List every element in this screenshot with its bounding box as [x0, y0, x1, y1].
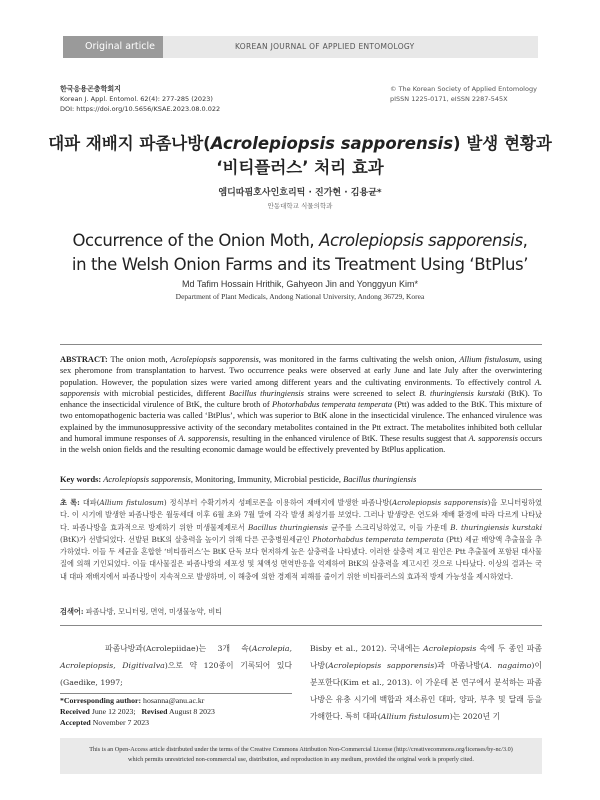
license-line-2: which permits unrestricted non-commercial use, distribution, and reproduction in any medium, provided the original work is properly cited.: [128, 756, 474, 763]
body-divider: [60, 625, 542, 626]
copyright-block: [390, 84, 540, 104]
body-column-right: Bisby et al., 2012). 국내에는 Acrolepiopsis 속에 두 종인 파좀나방(Acrolepiopsis sapporensis)과 마좀나방(A. nagaimo)이 분포한다(Kim et al., 2013). 이 가운데 본 연구에서 분석하는 파좀나방은 유충 시기에 백합과 채소류인 대파, 양파, 부추 및 달래 등을 가해한다. 특히 대파(Allium fistulosum)는 2020년 기: [310, 644, 542, 721]
affiliation-korean: 안동대학교 식물의학과: [267, 202, 333, 210]
volume-line: Korean J. Appl. Entomol. 62(4): 277-285 (2023): [60, 95, 213, 103]
corresponding-email[interactable]: hosanna@anu.ac.kr: [141, 696, 205, 705]
header-bar: [0, 36, 600, 58]
correspondence-divider: [60, 693, 292, 694]
abstract-korean: 초 록: 대파(Allium fistulosum) 정식부터 수확기까지 성페로몬을 이용하여 재배지에 발생한 파좀나방(Acrolepiopsis sapporensis)을 모니터링하였다. 이 시기에 발생한 파좀나방은 월동세대 이후 6월 초와 7월 말에 각각 발생 최성기를 보였다. 그러나 발생량은 연도와 재배 환경에 따라 다르게 나타났다. 파좀나방을 효과적으로 방제하기 위한 미생물제제로서 Bacillus thuringiensis 균주를 스크리닝하였고, 이들 가운데 B. thuringiensis kurstaki (BtK)가 선발되었다. 선발된 BtK의 살충력을 높이기 위해 다른 곤충병원세균인 Photorhabdus temperata temperata (Ptt) 세균 배양액 추출물을 추가하였다. 이들 두 세균을 혼합한 ‘비티플러스’는 BtK 단독 보다 현저하게 높은 살충력을 나타냈다. 이러한 살충력 제고 원인은 Ptt 추출물에 포함된 대사물질에 의해 기인되었다. 이들 대사물질은 파좀나방의 세포성 및 체액성 면역반응을 억제하여 BtK의 살충력을 제고시킨 것으로 나타났다. 이상의 결과는 국내 대파 재배지에서 파좀나방이 지속적으로 발생하며, 이 해충에 의한 경제적 피해를 줄이기 위한 비티플러스의 효과적 방제 가능성을 제시하였다.: [60, 498, 543, 581]
journal-name-kr: 한국응용곤충학회지: [60, 85, 121, 93]
keywords-english: Key words: Acrolepiopsis sapporensis, Monitoring, Immunity, Microbial pesticide, Bacillus thuringiensis: [60, 475, 417, 484]
article-type-label: Original article: [63, 36, 163, 58]
doi-link[interactable]: DOI: https://doi.org/10.5656/KSAE.2023.08.0.022: [60, 105, 221, 113]
correspondence-block: *Corresponding author: hosanna@anu.ac.kr Received June 12 2023; Revised August 8 2023 Accepted November 7 2023: [60, 696, 215, 727]
body-column-left: 파좀나방과(Acrolepiidae)는 3개 속(Acrolepia, Acrolepiopsis, Digitivalva)으로 약 120종이 기록되어 있다(Gaedike, 1997;: [60, 644, 292, 687]
title-english: Occurrence of the Onion Moth, Acrolepiopsis sapporensis, in the Welsh Onion Farms and its Treatment Using ‘BtPlus’: [71, 231, 529, 274]
abstract-english: ABSTRACT: The onion moth, Acrolepiopsis sapporensis, was monitored in the farms cultivating the welsh onion, Allium fistulosum, using sex pheromone from transplantation to harvest. Two occurrence peaks were observed at early June and late July after the overwintering population. However, the population sizes were varied among different years and the cultivating environments. To effectively control A. sapporensis with microbial pesticides, different Bacillus thuringiensis strains were screened to select B. thuringiensis kurstaki (BtK). To enhance the insecticidal virulence of BtK, the culture broth of Photorhabdus temperata temperata (Ptt) was added to the BtK. This mixture of two entomopathogenic bacteria was called ‘BtPlus’, which was superior to BtK alone in the insecticidal virulence. The enhanced virulence was explained by the immunosuppressive activity of the secondary metabolites contained in the Ptt extract. The metabolites inhibited both cellular and humoral immune responses of A. sapporensis, resulting in the enhanced virulence of BtK. These results suggest that A. sapporensis occurs in the welsh onion fields and the resulting economic damage would be effectively prevented by BtPlus application.: [60, 355, 543, 455]
keywords-korean: 검색어: 파좀나방, 모니터링, 면역, 미생물농약, 비티: [60, 607, 223, 616]
abstract-kr-divider: [60, 489, 542, 490]
copyright-line: © The Korean Society of Applied Entomology: [390, 85, 537, 93]
citation-block: [60, 84, 220, 114]
license-line-1: This is an Open-Access article distributed under the terms of the Creative Commons Attribution Non-Commercial License (http://creativecommons.org/licenses/by-nc/3.0): [89, 746, 513, 753]
title-korean: 대파 재배지 파좀나방(Acrolepiopsis sapporensis) 발생 현황과 ‘비티플러스’ 처리 효과: [48, 134, 552, 177]
abstract-top-divider: [60, 344, 542, 345]
authors-english: Md Tafim Hossain Hrithik, Gahyeon Jin and Yonggyun Kim*: [182, 279, 418, 289]
authors-korean: 엠디따핌호사인흐리틱 · 진가현 · 김용균*: [218, 188, 382, 198]
journal-banner: KOREAN JOURNAL OF APPLIED ENTOMOLOGY: [163, 36, 538, 58]
license-footer: [60, 738, 542, 774]
issn-line: pISSN 1225-0171, eISSN 2287-545X: [390, 95, 508, 103]
affiliation-english: Department of Plant Medicals, Andong National University, Andong 36729, Korea: [175, 292, 425, 301]
